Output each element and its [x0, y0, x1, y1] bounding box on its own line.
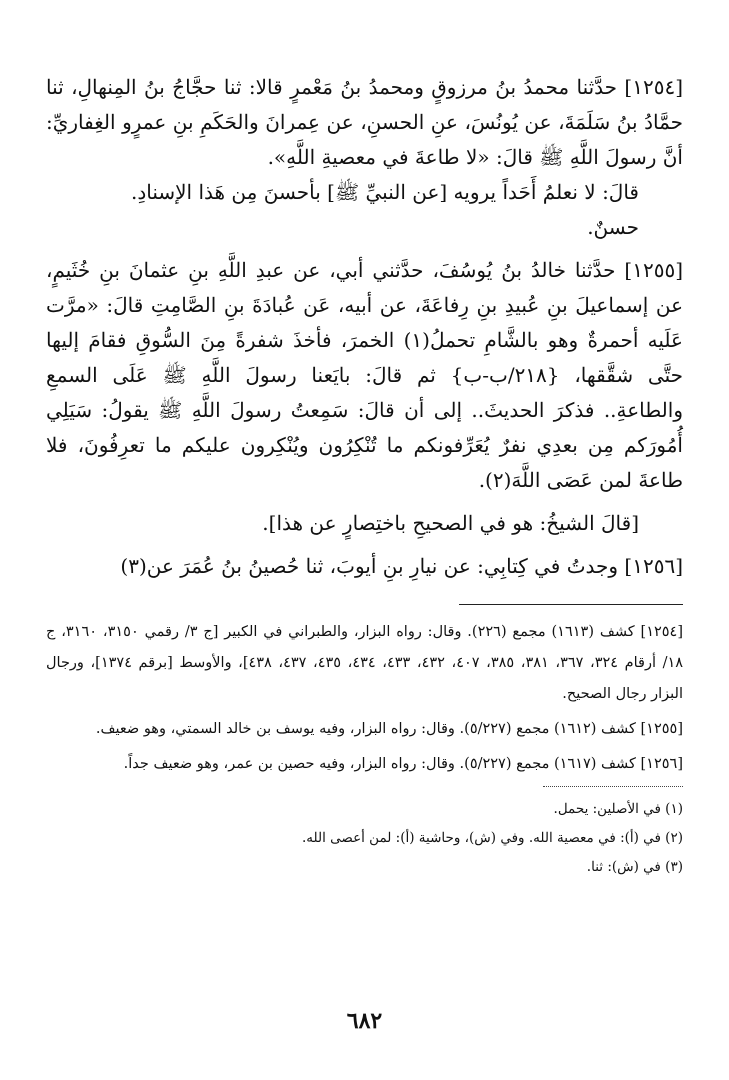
hadith-1254-comment: قالَ: لا نعلمُ أَحَداً يرويه [عن النبيِّ ﷺ] بأحسنَ مِن هَذا الإسنادِ.	[131, 180, 639, 204]
footnote-2: (٢) في (أ): في معصية الله. وفي (ش)، وحاشية (أ): لمن أعصى الله.	[301, 830, 683, 846]
hadith-1256: [١٢٥٦] وجدتُ في كِتابِي: عن نيارِ بنِ أيوبَ، ثنا حُصينُ بنُ عُمَرَ عن(٣)	[120, 554, 683, 578]
reference-1255: [١٢٥٥] كشف (١٦١٢) مجمع (٥/٢٢٧). وقال: رواه البزار، وفيه يوسف بن خالد السمتي، وهو ضعيف.	[95, 721, 683, 737]
reference-1254: [١٢٥٤] كشف (١٦١٣) مجمع (٢٢٦). وقال: رواه البزار، والطبراني في الكبير [ج ٣/ رقمي ٣١٥٠، ٣١٦٠، ج ١٨/ أرقام ٣٢٤، ٣٦٧، ٣٨١، ٣٨٥، ٤٠٧، ٤٣٢، ٤٣٣، ٤٣٤، ٤٣٥، ٤٣٧، ٤٣٨]، والأوسط [برقم ١٣٧٤]، ورجال البزار رجال الصحيح.	[46, 624, 684, 702]
hadith-1255: [١٢٥٥] حدَّثنا خالدُ بنُ يُوسُفَ، حدَّثني أبي، عن عبدِ اللَّهِ بنِ عثمانَ بنِ خُثَيمٍ، عن إسماعيلَ بنِ عُبيدِ بنِ رِفاعَةَ، عن أبيه، عَن عُبادَةَ بنِ الصَّامِتِ قالَ: «مرَّت عَلَيه أحمرةٌ وهو بالشَّامِ تحملُ(١) الخمرَ، فأخذَ شفرةً مِنَ السُّوقِ فقامَ إليها حتَّى شقَّقها، {٢١٨/ب-ب} ثم قالَ: بايَعنا رسولَ اللَّهِ ﷺ عَلَى السمعِ والطاعةِ.. فذكرَ الحديثَ.. إلى أن قالَ: سَمِعتُ رسولَ اللَّهِ ﷺ يقولُ: سَيَلِي أُمُورَكم مِن بعدِي نفرٌ يُعَرِّفونكم ما تُنْكِرُون ويُنْكِرون عليكم ما تعرِفُونَ، فلا طاعةَ لمن عَصَى اللَّهَ(٢).	[46, 258, 683, 492]
hadith-1254: [١٢٥٤] حدَّثنا محمدُ بنُ مرزوقٍ ومحمدُ بنُ مَعْمرٍ قالا: ثنا حجَّاجُ بنُ المِنهالِ، ثنا حمَّادُ بنُ سَلَمَةَ، عن يُونُسَ، عنِ الحسنِ، عن عِمرانَ والحَكَمِ بنِ عمرٍو الغِفاريِّ: أنَّ رسولَ اللَّهِ ﷺ قالَ: «لا طاعةَ في معصيةِ اللَّهِ».	[46, 75, 683, 169]
hadith-1254-grade: حسنٌ.	[587, 215, 639, 239]
sheikh-comment: [قالَ الشيخُ: هو في الصحيحِ باختِصارٍ عن هذا].	[262, 511, 639, 535]
footnote-3: (٣) في (ش): ثنا.	[586, 859, 683, 875]
notes-separator	[543, 786, 683, 787]
main-text	[46, 70, 683, 584]
page-number: ٦٨٢	[346, 1008, 383, 1034]
footnotes	[46, 795, 683, 882]
reference-1256: [١٢٥٦] كشف (١٦١٧) مجمع (٥/٢٢٧). وقال: رواه البزار، وفيه حصين بن عمر، وهو ضعيف جداً.	[123, 756, 683, 772]
references	[46, 617, 683, 780]
page-body	[46, 70, 683, 882]
footnote-separator	[459, 604, 683, 605]
footnote-1: (١) في الأصلين: يحمل.	[553, 801, 683, 817]
